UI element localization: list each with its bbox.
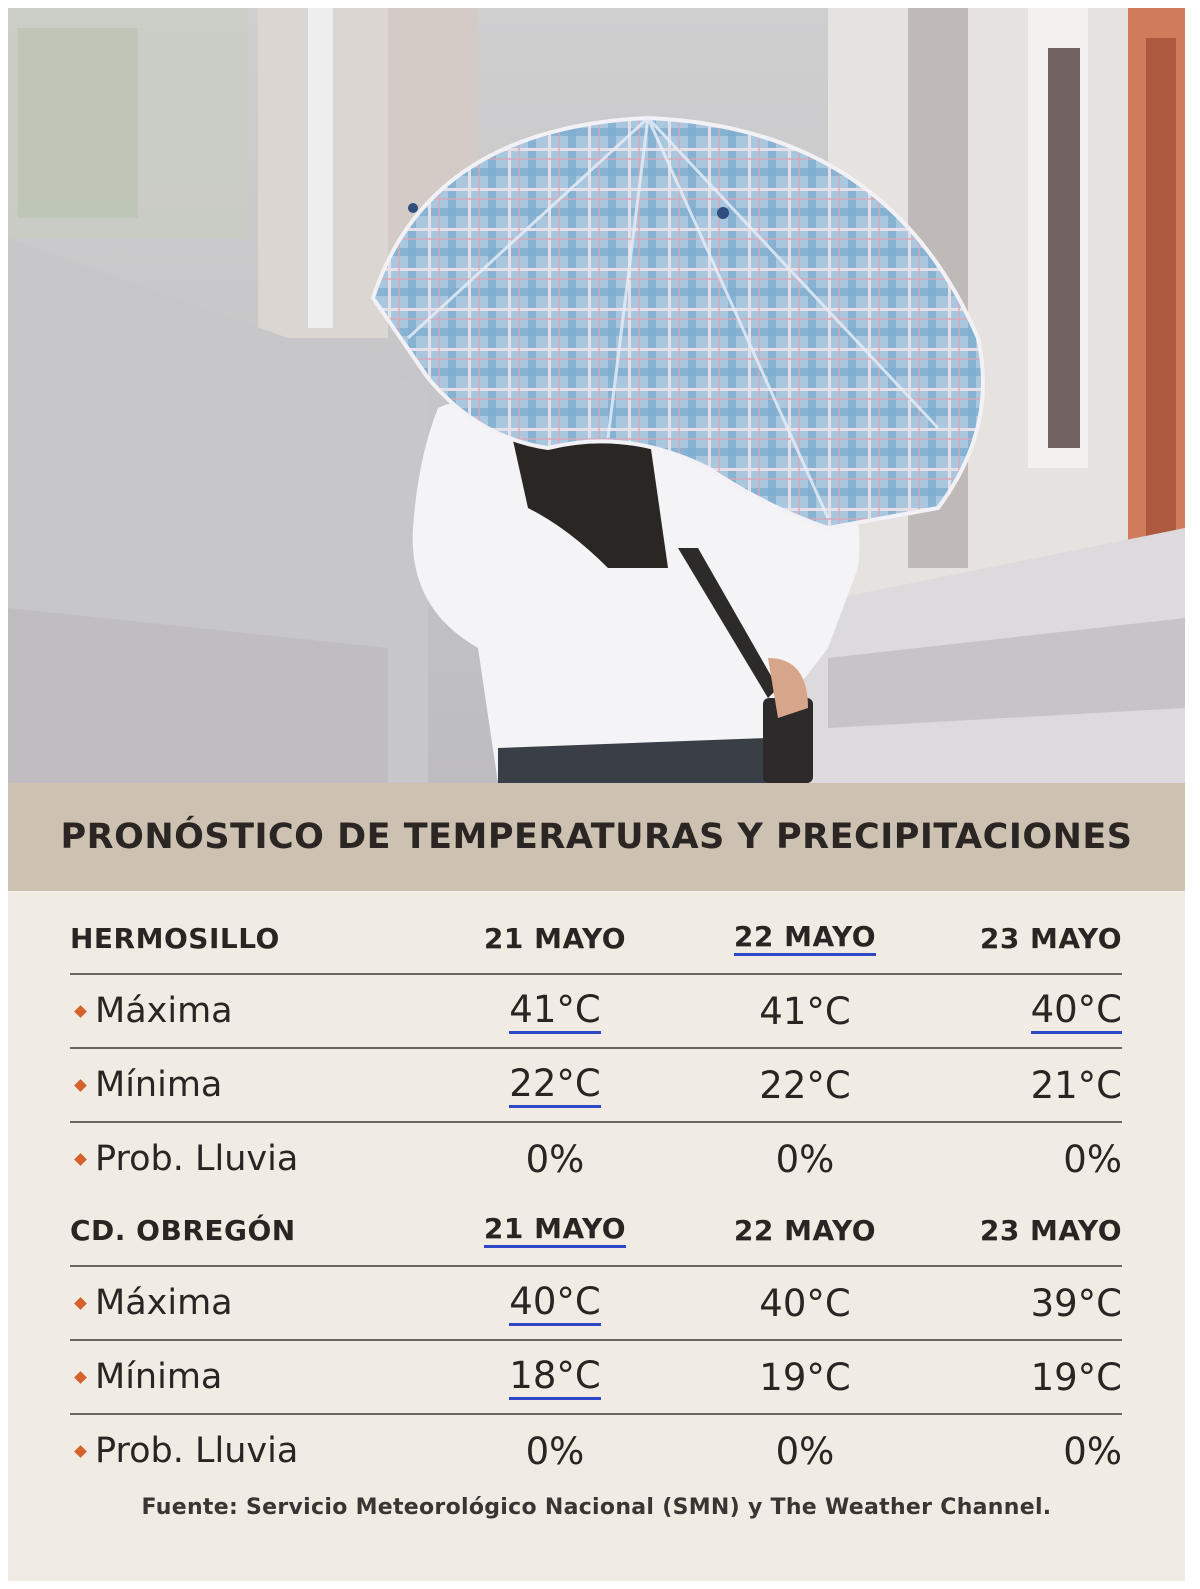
table-row bbox=[70, 1121, 1122, 1195]
value-cell: 22°C bbox=[759, 1063, 851, 1107]
date-header bbox=[440, 1212, 670, 1248]
diamond-bullet-icon bbox=[74, 1371, 87, 1384]
value-cell: 0% bbox=[1063, 1137, 1122, 1181]
row-label-text: Mínima bbox=[95, 1357, 223, 1397]
table-row bbox=[70, 1265, 1122, 1339]
table-row bbox=[70, 973, 1122, 1047]
city-header-obregon bbox=[70, 1195, 1122, 1265]
row-label bbox=[70, 1065, 440, 1105]
value-cell bbox=[440, 1062, 670, 1109]
diamond-bullet-icon bbox=[74, 1445, 87, 1458]
row-label bbox=[70, 1431, 440, 1471]
value-link[interactable]: 41°C bbox=[509, 991, 600, 1035]
value-cell: 0% bbox=[775, 1137, 835, 1181]
date-header bbox=[670, 920, 940, 956]
date-header: 23 MAYO bbox=[979, 921, 1122, 955]
value-link[interactable]: 18°C bbox=[509, 1357, 600, 1401]
title-band bbox=[8, 783, 1185, 891]
table-row bbox=[70, 1413, 1122, 1487]
row-label-text: Máxima bbox=[95, 1283, 233, 1323]
row-label-text: Prob. Lluvia bbox=[95, 1431, 299, 1471]
diamond-bullet-icon bbox=[74, 1079, 87, 1092]
value-link[interactable]: 22°C bbox=[509, 1065, 600, 1109]
date-header: 22 MAYO bbox=[733, 1213, 877, 1247]
value-cell: 39°C bbox=[1030, 1281, 1122, 1325]
date-header: 21 MAYO bbox=[483, 921, 627, 955]
page-title: PRONÓSTICO DE TEMPERATURAS Y PRECIPITACIONES bbox=[60, 817, 1133, 857]
value-cell: 0% bbox=[525, 1429, 585, 1473]
source-note: Fuente: Servicio Meteorológico Nacional (SMN) y The Weather Channel. bbox=[141, 1495, 1052, 1520]
diamond-bullet-icon bbox=[74, 1005, 87, 1018]
value-cell: 40°C bbox=[759, 1281, 851, 1325]
row-label bbox=[70, 991, 440, 1031]
value-cell: 19°C bbox=[1030, 1355, 1122, 1399]
value-cell: 0% bbox=[525, 1137, 585, 1181]
diamond-bullet-icon bbox=[74, 1297, 87, 1310]
city-header-hermosillo bbox=[70, 903, 1122, 973]
row-label-text: Mínima bbox=[95, 1065, 223, 1105]
value-cell: 41°C bbox=[759, 989, 851, 1033]
value-cell bbox=[440, 1280, 670, 1327]
city-name: HERMOSILLO bbox=[70, 921, 280, 955]
row-label bbox=[70, 1357, 440, 1397]
forecast-card bbox=[8, 8, 1185, 1581]
value-link[interactable]: 40°C bbox=[509, 1283, 600, 1327]
table-row bbox=[70, 1339, 1122, 1413]
value-cell bbox=[940, 988, 1122, 1035]
value-link[interactable]: 40°C bbox=[1031, 991, 1122, 1035]
value-cell bbox=[440, 988, 670, 1035]
value-cell bbox=[440, 1354, 670, 1401]
table-row bbox=[70, 1047, 1122, 1121]
diamond-bullet-icon bbox=[74, 1153, 87, 1166]
value-cell: 21°C bbox=[1030, 1063, 1122, 1107]
value-cell: 0% bbox=[1063, 1429, 1122, 1473]
photo-woman-with-umbrella bbox=[8, 8, 1185, 783]
row-label bbox=[70, 1139, 440, 1179]
row-label-text: Prob. Lluvia bbox=[95, 1139, 299, 1179]
row-label bbox=[70, 1283, 440, 1323]
city-name: CD. OBREGÓN bbox=[70, 1213, 296, 1247]
date-header-link[interactable]: 21 MAYO bbox=[484, 1214, 626, 1248]
date-header: 23 MAYO bbox=[979, 1213, 1122, 1247]
date-header-link[interactable]: 22 MAYO bbox=[734, 922, 876, 956]
value-cell: 0% bbox=[775, 1429, 835, 1473]
forecast-table bbox=[70, 903, 1122, 1487]
row-label-text: Máxima bbox=[95, 991, 233, 1031]
value-cell: 19°C bbox=[759, 1355, 851, 1399]
